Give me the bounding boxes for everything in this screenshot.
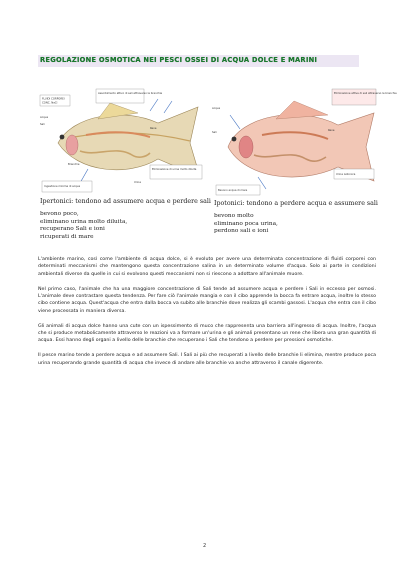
- caption-line: perdono sali e ioni: [214, 228, 269, 235]
- svg-text:Eliminazione attiva di sali at: Eliminazione attiva di sali attraverso le branchie: [334, 92, 397, 95]
- svg-text:Sali: Sali: [40, 123, 45, 126]
- marine-fish-diagram: [210, 85, 397, 203]
- paragraph: Gli animali di acqua dolce hanno una cute con un ispessimento di muco che rappresenta una barriera all'ingresso di acqua. Inoltre, l'acqua che si produce metabolicamente attraverso le reazioni va a formare un'urina e gli animali presentano un rene che libera una gran quantità di acqua. Essi hanno degli organi a livello delle branchie che recuperano i Sali che tendono a perdere per pressioni osmotiche.: [38, 323, 376, 344]
- body-text: [38, 256, 376, 374]
- caption-line: recuperano Sali e ioni: [40, 226, 105, 233]
- label-eliminazione: [150, 165, 202, 179]
- label-branchie: [68, 162, 80, 166]
- gills: [66, 135, 78, 155]
- svg-text:Rene: Rene: [150, 127, 157, 130]
- caption-line: eliminano urina molto diluita,: [40, 218, 128, 225]
- label-urina-left: [134, 180, 141, 184]
- label-eliminazione-sali: [332, 89, 397, 105]
- svg-text:Bevono acqua di mare: Bevono acqua di mare: [218, 189, 248, 192]
- label-rene-left: [150, 126, 157, 130]
- label-fluidi-corporei: [40, 95, 70, 106]
- svg-text:Rene: Rene: [328, 129, 335, 132]
- label-assorbimento: [96, 89, 162, 103]
- caption-line: bevono poco,: [40, 211, 79, 217]
- caption-title: Ipotonici: tendono a perdere acqua e assumere sali: [214, 200, 378, 207]
- paragraph: Il pesce marino tende a perdere acqua e ad assumere Sali. I Sali ai più che recuperati a livello delle branchie li elimina, mentre produce poca urina recuperando grande quantità di acqua che invece di andare alle branchie va anche attraverso il canale digerente.: [38, 353, 376, 366]
- caption-freshwater: [40, 197, 210, 241]
- page-number: 2: [203, 543, 207, 549]
- gills: [239, 136, 253, 158]
- label-bevono-acqua: [216, 185, 260, 195]
- figure-marine-fish: [210, 85, 397, 203]
- label-sali-right: [212, 130, 217, 134]
- caption-title: Ipertonici: tendono ad assumere acqua e perdere sali: [40, 198, 211, 205]
- paragraph: L'ambiente marino, così come l'ambiente di acqua dolce, si è evoluto per avere una determinata concentrazione di fluidi corporei con determinati meccanismi che mantengono questa concentrazione salina in un determinato volume d'acqua. Solo ai parte in condizioni ambientali diverse da quelle in cui si evolvono questi meccanismi non si riescono a adottare all'animale muore.: [38, 257, 376, 277]
- caption-line: ricuperati di mare: [40, 233, 94, 240]
- svg-text:Assorbimento attivo di sali at: Assorbimento attivo di sali attraverso le branchie: [98, 92, 163, 95]
- title-banner: [38, 55, 359, 67]
- svg-text:Eliminazione di urina molto di: Eliminazione di urina molto diluita: [152, 168, 197, 171]
- svg-text:Urina isotonica: Urina isotonica: [336, 173, 356, 176]
- caption-line: bevono molto: [214, 213, 254, 219]
- caption-marine: [214, 199, 384, 236]
- svg-text:Acqua: Acqua: [40, 116, 49, 119]
- svg-text:FLUIDI CORPOREI: FLUIDI CORPOREI: [42, 97, 65, 101]
- svg-text:Acqua: Acqua: [212, 107, 221, 110]
- dorsal-fin: [276, 101, 328, 119]
- svg-text:Urina: Urina: [134, 181, 141, 184]
- svg-text:Ingestione minima di acqua: Ingestione minima di acqua: [44, 185, 81, 188]
- svg-text:CONC. NaCl: CONC. NaCl: [42, 101, 58, 105]
- page-title: REGOLAZIONE OSMOTICA NEI PESCI OSSEI DI ACQUA DOLCE E MARINI: [40, 56, 318, 64]
- label-acqua-right: [212, 106, 220, 110]
- svg-text:Branchie: Branchie: [68, 163, 80, 166]
- freshwater-fish-diagram: [38, 85, 206, 203]
- label-rene-right: [328, 128, 335, 132]
- label-urina-isotonica: [334, 169, 374, 179]
- caption-line: eliminano poca urina,: [214, 220, 278, 227]
- svg-text:Sali: Sali: [212, 131, 217, 134]
- fish-eye: [60, 135, 65, 140]
- label-ingestione-minima: [42, 181, 92, 192]
- label-acqua-left: [40, 115, 48, 119]
- paragraph: Nel primo caso, l'animale che ha una maggiore concentrazione di Sali tende ad assumere acqua e perdere i Sali in eccesso per osmosi. L'animale deve contrastare questa tendenza. Per fare ciò l'animale mangia e con il cibo apprende la bocca fa entrare acqua, inoltre lo stesso cibo contiene acqua. Quest'acqua che entra dalla bocca va subito alle branchie dove realizza gli scambi gassosi. L'acqua che entra con il cibo viene processata in maniera diversa.: [38, 286, 376, 314]
- fish-eye: [232, 137, 237, 142]
- label-sali-left: [40, 122, 45, 126]
- figure-freshwater-fish: [38, 85, 206, 203]
